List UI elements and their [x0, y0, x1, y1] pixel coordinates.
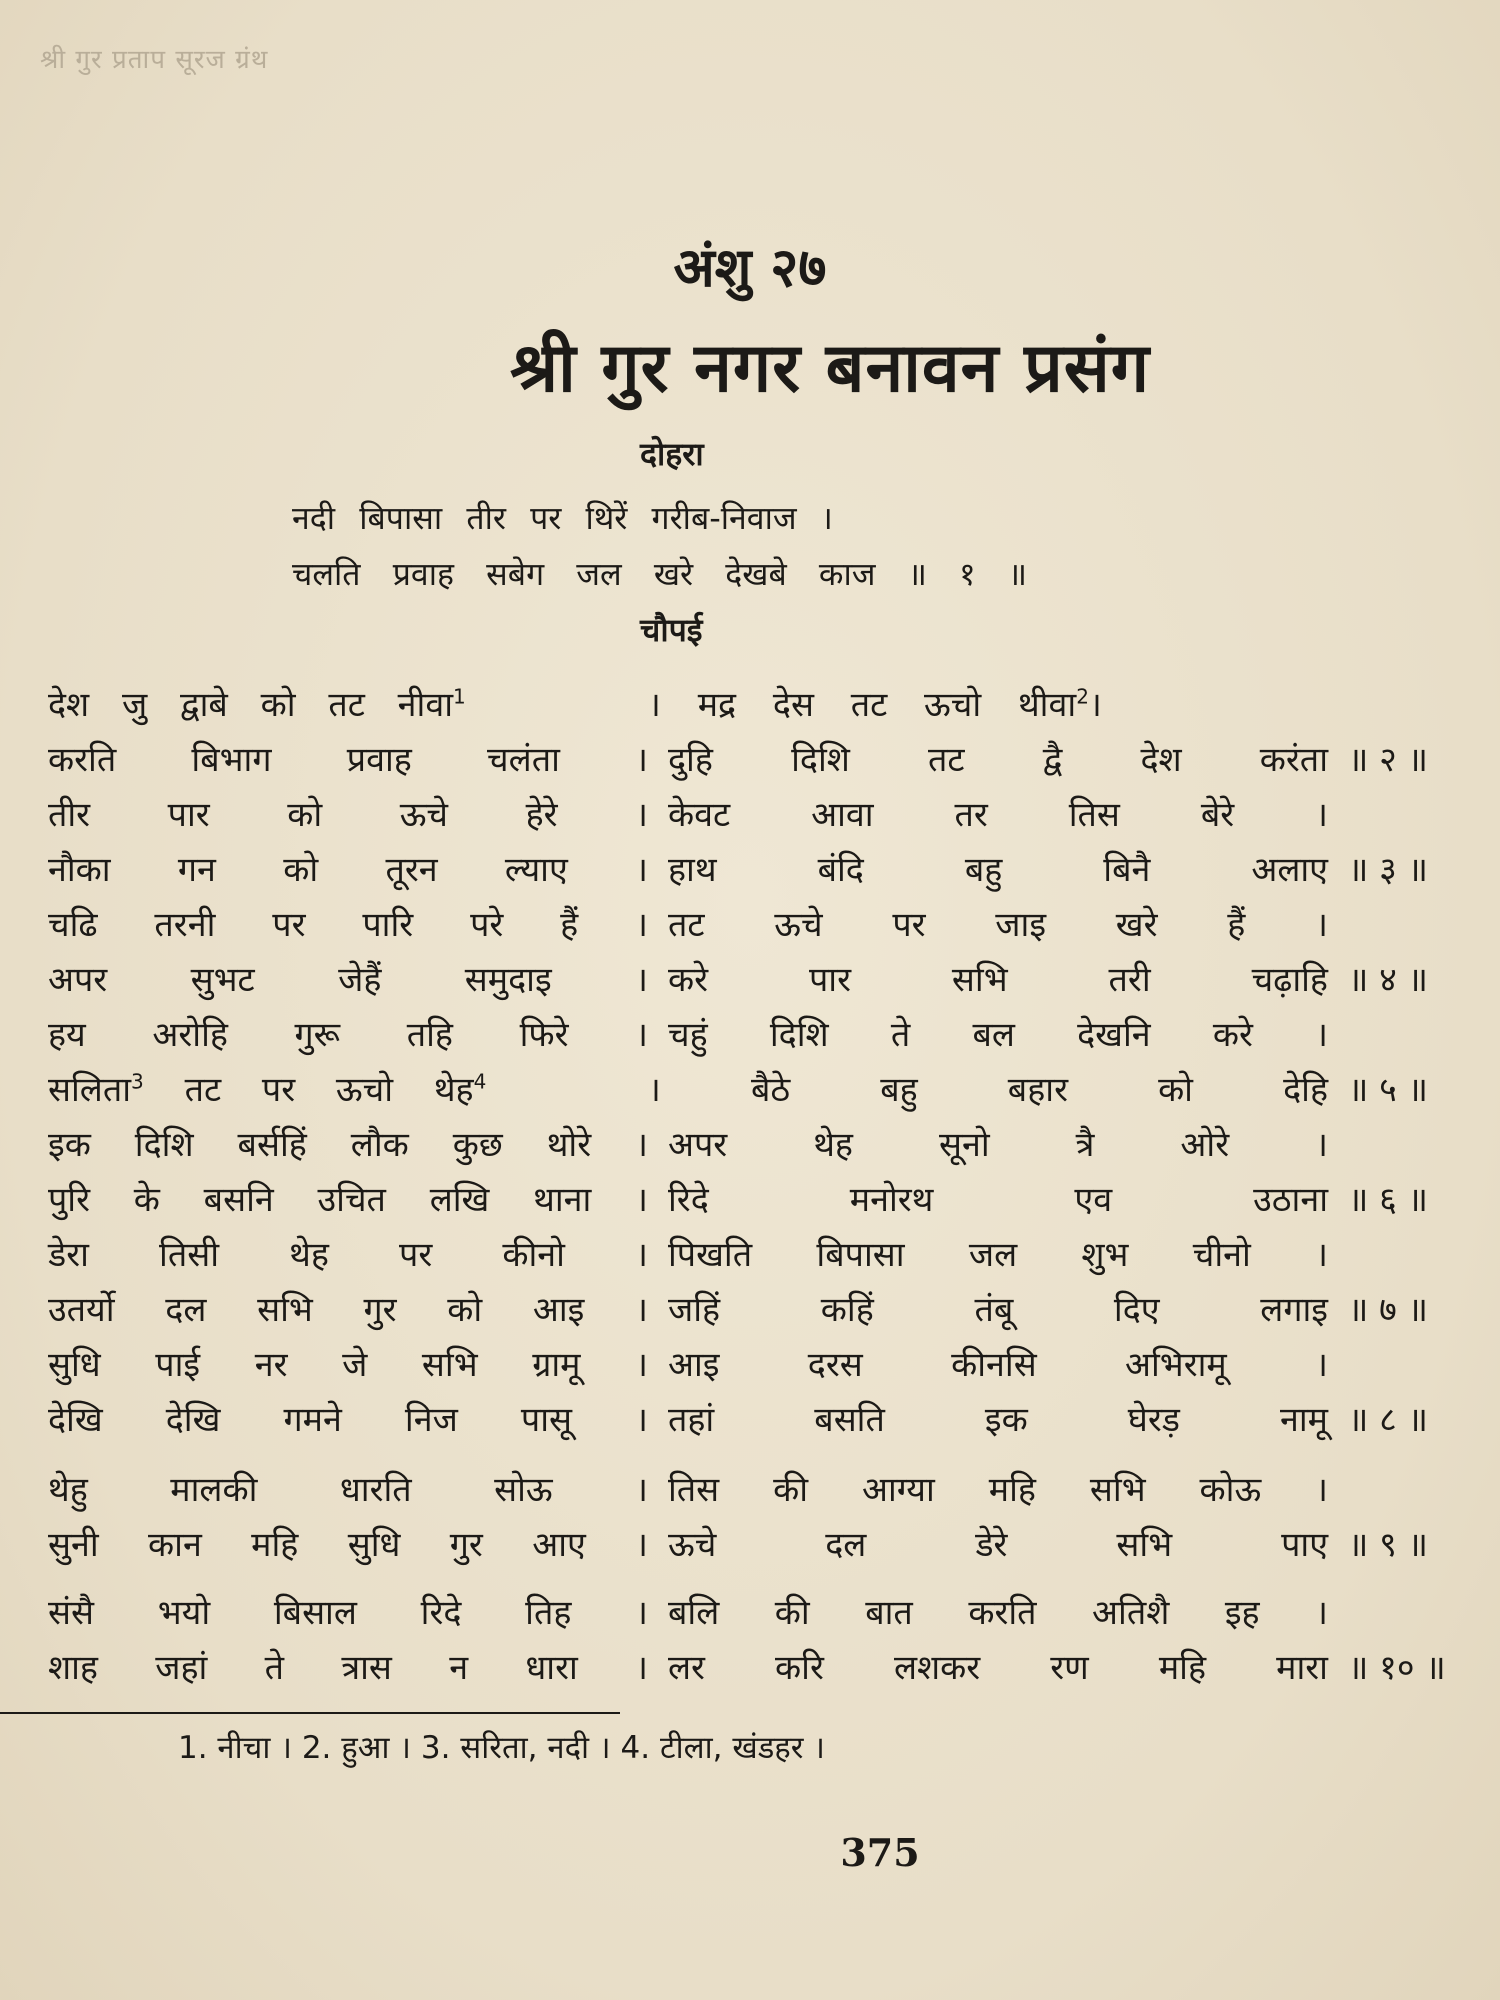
verse-row — [48, 790, 1468, 842]
verse-number: ॥ ६ ॥ — [1348, 1180, 1429, 1220]
verse-left-half: शाह जहां ते त्रास न धारा । — [48, 1648, 648, 1688]
running-head: श्री गुर प्रताप सूरज ग्रंथ — [40, 45, 269, 75]
verse-left-half: सुधि पाई नर जे सभि ग्रामू । — [48, 1345, 648, 1385]
verse-right-half: हाथ बंदि बहु बिनै अलाए — [668, 850, 1328, 890]
verse-number: ॥ ५ ॥ — [1348, 1070, 1429, 1110]
chaupai-heading: चौपई — [640, 611, 703, 649]
verse-row — [48, 1065, 1468, 1117]
verse-left-half: डेरा तिसी थेह पर कीनो । — [48, 1235, 648, 1275]
footnotes: 1. नीचा । 2. हुआ । 3. सरिता, नदी । 4. टीला, खंडहर । — [178, 1730, 826, 1766]
verse-left-half: इक दिशि बर्सहिं लौक कुछ थोरे । — [48, 1125, 648, 1165]
chapter-title: श्री गुर नगर बनावन प्रसंग — [509, 329, 1151, 408]
verse-row — [48, 1588, 1468, 1640]
verse-right-half: तहां बसति इक घेरड़ नामू — [668, 1400, 1328, 1440]
verse-number: ॥ २ ॥ — [1348, 740, 1429, 780]
verse-right-half: लर करि लशकर रण महि मारा — [668, 1648, 1328, 1688]
verse-number: ॥ ३ ॥ — [1348, 850, 1429, 890]
footnote-divider — [0, 1712, 620, 1714]
page-number: 375 — [840, 1830, 920, 1875]
verse-number: ॥ ७ ॥ — [1348, 1290, 1429, 1330]
verse-number: ॥ ९ ॥ — [1348, 1525, 1429, 1565]
footnote-marker: 1 — [453, 684, 466, 709]
verse-left-half: चढि तरनी पर पारि परे हैं । — [48, 905, 648, 945]
verse-right-half: दुहि दिशि तट द्वै देश करंता — [668, 740, 1328, 780]
verse-right-half: आइ दरस कीनसि अभिरामू । — [668, 1345, 1328, 1385]
verse-number: ॥ ४ ॥ — [1348, 960, 1429, 1000]
verse-right-half: ऊचे दल डेरे सभि पाए — [668, 1525, 1328, 1565]
verse-number: ॥ ८ ॥ — [1348, 1400, 1429, 1440]
verse-row — [48, 1285, 1468, 1337]
verse-row — [48, 735, 1468, 787]
verse-right-half: अपर थेह सूनो त्रै ओरे । — [668, 1125, 1328, 1165]
verse-row — [48, 1520, 1468, 1572]
verse-row — [48, 680, 1468, 732]
chapter-number: अंशु २७ — [673, 236, 827, 299]
doha-line: चलति प्रवाह सबेग जल खरे देखबे काज ॥ १ ॥ — [292, 555, 1028, 593]
verse-left-half: हय अरोहि गुरू तहि फिरे । — [48, 1015, 648, 1055]
verse-row — [48, 1120, 1468, 1172]
verse-right-half: तिस की आग्या महि सभि कोऊ । — [668, 1470, 1328, 1510]
verse-row — [48, 900, 1468, 952]
verse-row — [48, 1230, 1468, 1282]
verse-left-half: उतर्यो दल सभि गुर को आइ । — [48, 1290, 648, 1330]
verse-left-half: संसै भयो बिसाल रिदे तिह । — [48, 1593, 648, 1633]
verse-left-half: थेहु मालकी धारति सोऊ । — [48, 1470, 648, 1510]
verse-right-half: चहुं दिशि ते बल देखनि करे । — [668, 1015, 1328, 1055]
verse-text: । — [1088, 685, 1102, 725]
verse-left-half — [48, 1065, 648, 1111]
verse-text: सलिता — [48, 1070, 132, 1110]
verse-left-half — [48, 680, 648, 726]
verse-right-half: केवट आवा तर तिस बेरे । — [668, 795, 1328, 835]
verse-text: तट पर ऊचो थेह — [143, 1070, 474, 1110]
verse-right-half: । बैठे बहु बहार को देहि — [648, 1070, 1328, 1110]
verse-right-half — [648, 680, 1308, 726]
verse-row — [48, 1340, 1468, 1392]
verse-number: ॥ १० ॥ — [1348, 1648, 1446, 1688]
verse-row — [48, 1175, 1468, 1227]
footnote-marker: 4 — [473, 1069, 487, 1094]
verse-left-half: नौका गन को तूरन ल्याए । — [48, 850, 648, 890]
verse-right-half: रिदे मनोरथ एव उठाना — [668, 1180, 1328, 1220]
verse-right-half: करे पार सभि तरी चढ़ाहि — [668, 960, 1328, 1000]
verse-left-half: देखि देखि गमने निज पासू । — [48, 1400, 648, 1440]
verse-left-half: अपर सुभट जेहैं समुदाइ । — [48, 960, 648, 1000]
verse-text: देश जु द्वाबे को तट नीवा — [48, 685, 454, 725]
doha-heading: दोहरा — [640, 435, 704, 473]
verse-row — [48, 1395, 1468, 1447]
verse-right-half: बलि की बात करति अतिशै इह । — [668, 1593, 1328, 1633]
verse-right-half: पिखति बिपासा जल शुभ चीनो । — [668, 1235, 1328, 1275]
footnote-marker: 3 — [131, 1069, 144, 1094]
verse-text: । मद्र देस तट ऊचो थीवा — [648, 685, 1077, 725]
verse-row — [48, 1010, 1468, 1062]
verse-left-half: पुरि के बसनि उचित लखि थाना । — [48, 1180, 648, 1220]
verse-row — [48, 955, 1468, 1007]
verse-left-half: करति बिभाग प्रवाह चलंता । — [48, 740, 648, 780]
verse-left-half: तीर पार को ऊचे हेरे । — [48, 795, 648, 835]
verse-left-half: सुनी कान महि सुधि गुर आए । — [48, 1525, 648, 1565]
verse-row — [48, 1465, 1468, 1517]
verse-row — [48, 845, 1468, 897]
verse-right-half: तट ऊचे पर जाइ खरे हैं । — [668, 905, 1328, 945]
footnote-marker: 2 — [1076, 684, 1089, 709]
verse-right-half: जहिं कहिं तंबू दिए लगाइ — [668, 1290, 1328, 1330]
doha-line: नदी बिपासा तीर पर थिरें गरीब-निवाज । — [292, 499, 833, 537]
verse-row — [48, 1643, 1468, 1695]
